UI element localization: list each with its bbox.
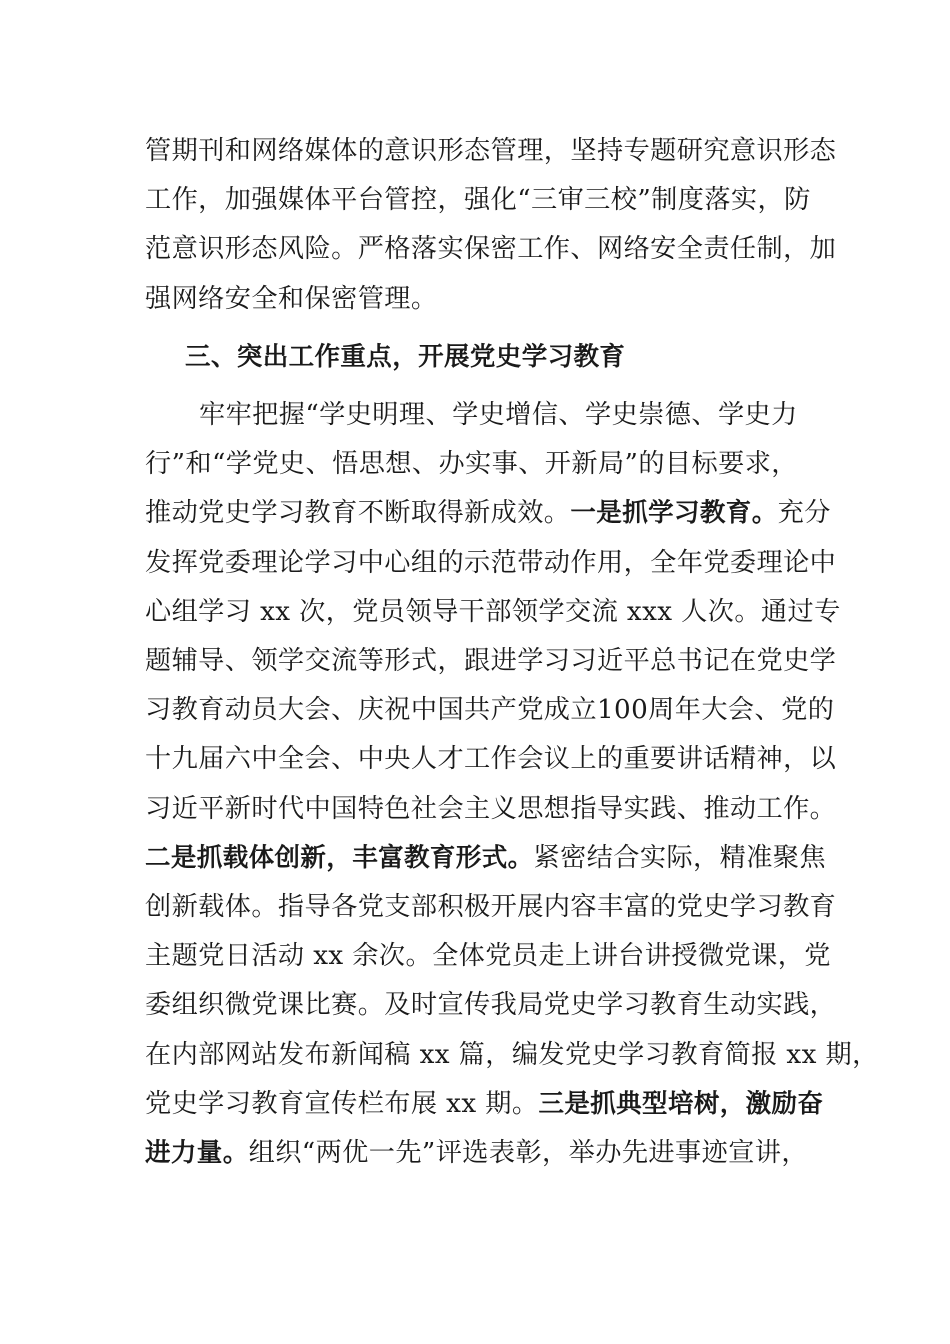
text-line: 强网络安全和保密管理。 [145,283,438,314]
text-line [145,1080,824,1129]
text-line: 牢牢把握“学史明理、学史增信、学史崇德、学史力 [199,400,798,431]
text-line: 创新载体。指导各党支部积极开展内容丰富的党史学习教育 [145,892,837,923]
text-line: 习教育动员大会、庆祝中国共产党成立100周年大会、党的 [145,695,835,726]
paragraph-ideology [145,127,837,324]
text-line: 主题党日活动 xx 余次。全体党员走上讲台讲授微党课，党 [145,941,831,972]
text-line: 心组学习 xx 次，党员领导干部领学交流 xxx 人次。通过专 [145,596,841,627]
text-line: 工作，加强媒体平台管控，强化“三审三校”制度落实，防 [145,185,811,216]
text-line: 题辅导、领学交流等形式，跟进学习习近平总书记在党史学 [145,646,837,677]
text-segment: 党史学习教育宣传栏布展 xx 期。 [145,1088,539,1119]
bold-lead-2: 二是抓载体创新，丰富教育形式。 [145,842,534,873]
text-segment: 组织“两优一先”评选表彰，举办先进事迹宣讲， [248,1138,808,1169]
paragraph-party-history [145,391,879,1178]
bold-lead-3: 三是抓典型培树，激励奋 [538,1088,824,1119]
text-line: 范意识形态风险。严格落实保密工作、网络安全责任制，加 [145,234,837,265]
text-line: 委组织微党课比赛。及时宣传我局党史学习教育生动实践， [145,990,837,1021]
text-line: 行”和“学党史、悟思想、办实事、开新局”的目标要求， [145,449,798,480]
text-segment: 紧密结合实际，精准聚焦 [533,842,826,873]
text-line: 习近平新时代中国特色社会主义思想指导实践、推动工作。 [145,793,837,824]
text-line [145,489,831,538]
text-line: 十九届六中全会、中央人才工作会议上的重要讲话精神，以 [145,744,837,775]
document-page [145,127,879,1178]
text-line: 管期刊和网络媒体的意识形态管理，坚持专题研究意识形态 [145,136,837,166]
text-segment: 充分 [777,498,831,529]
bold-lead-3-cont: 进力量。 [145,1138,249,1169]
text-line [145,834,826,883]
text-segment: 推动党史学习教育不断取得新成效。 [145,498,571,529]
bold-lead-1: 一是抓学习教育。 [570,498,778,529]
text-line [145,1129,815,1178]
text-line: 发挥党委理论学习中心组的示范带动作用，全年党委理论中 [145,547,837,578]
text-line: 在内部网站发布新闻稿 xx 篇，编发党史学习教育简报 xx 期， [145,1039,879,1070]
section-heading: 三、突出工作重点，开展党史学习教育 [185,341,626,372]
